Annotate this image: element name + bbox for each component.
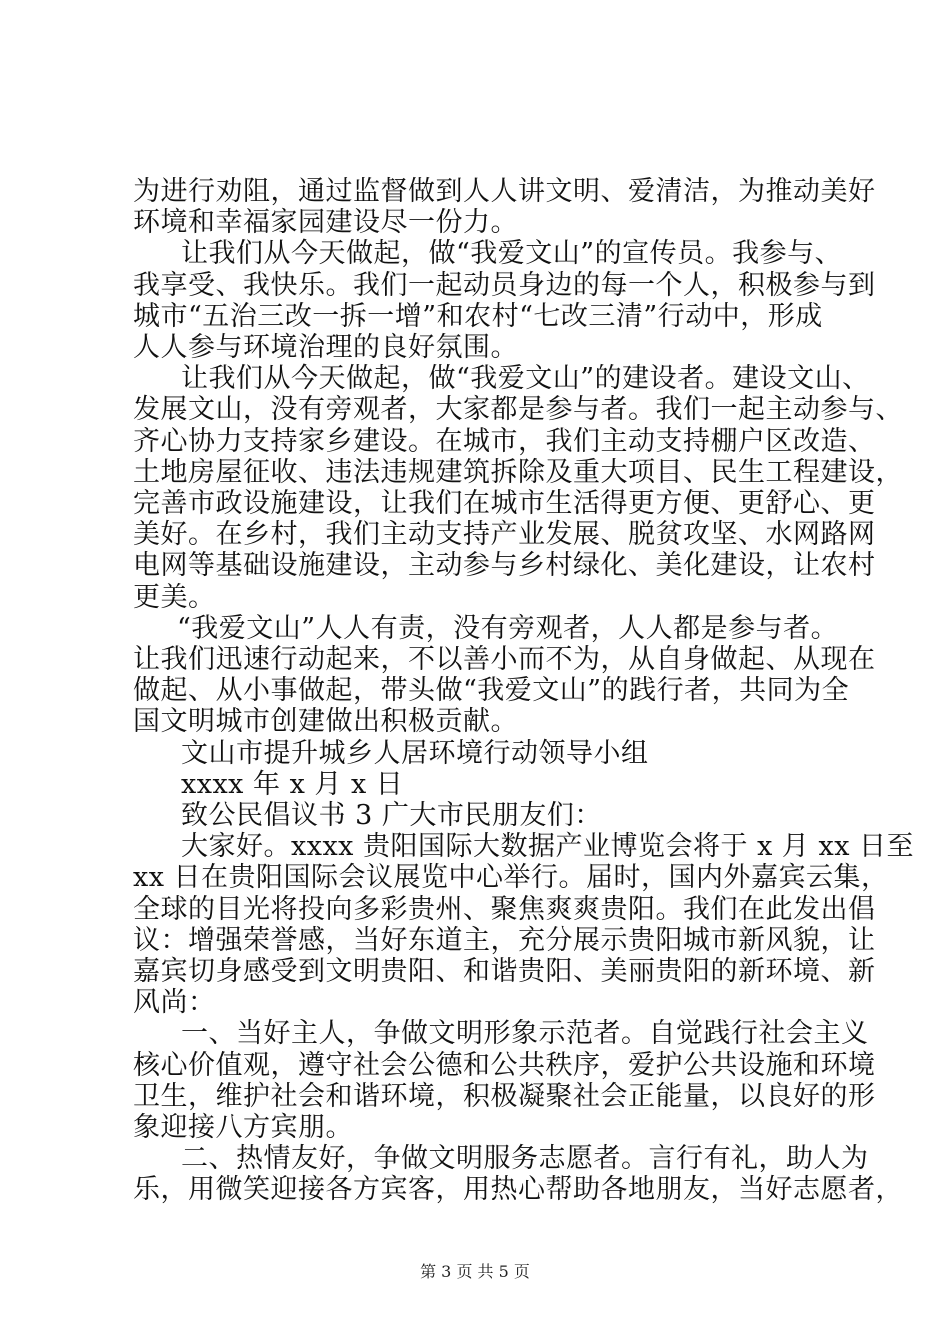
text-line: 我享受、我快乐。我们一起动员身边的每一个人，积极参与到 [133,269,876,301]
text-line: 大家好。xxxx 贵阳国际大数据产业博览会将于 x 月 xx 日至 [181,831,915,863]
text-line: 一、当好主人，争做文明形象示范者。自觉践行社会主义 [181,1018,869,1050]
text-line: 更美。 [133,581,216,613]
text-line: 让我们迅速行动起来，不以善小而不为，从自身做起、从现在 [133,644,876,675]
page-footer: 第 3 页 共 5 页 [420,1262,530,1281]
text-line: 象迎接八方宾朋。 [133,1112,353,1143]
text-line: xx 日在贵阳国际会议展览中心举行。届时，国内外嘉宾云集， [133,862,889,894]
text-line: 城市“五治三改一拆一增”和农村“七改三清”行动中，形成 [133,300,823,332]
text-line: 环境和幸福家园建设尽一份力。 [133,207,518,239]
text-line: 嘉宾切身感受到文明贵阳、和谐贵阳、美丽贵阳的新环境、新 [133,956,876,987]
text-line: 为进行劝阻，通过监督做到人人讲文明、爱清洁，为推动美好 [133,176,876,207]
text-line: 让我们从今天做起，做“我爱文山”的建设者。建设文山、 [181,363,870,395]
text-line: 做起、从小事做起，带头做“我爱文山”的践行者，共同为全 [133,675,850,707]
text-line: 国文明城市创建做出积极贡献。 [133,706,518,738]
text-line: 电网等基础设施建设，主动参与乡村绿化、美化建设，让农村 [133,550,876,582]
text-line: 完善市政设施建设，让我们在城市生活得更方便、更舒心、更 [133,488,876,519]
text-line: 人人参与环境治理的良好氛围。 [133,332,518,363]
text-line: 核心价值观，遵守社会公德和公共秩序，爱护公共设施和环境 [133,1049,876,1081]
signature-organization: 文山市提升城乡人居环境行动领导小组 [181,737,649,769]
text-line: 议：增强荣誉感，当好东道主，充分展示贵阳城市新风貌，让 [133,924,876,956]
section-heading: 致公民倡议书 3 广大市民朋友们： [181,800,602,831]
text-line: 风尚： [133,987,216,1019]
text-line: 让我们从今天做起，做“我爱文山”的宣传员。我参与、 [181,238,843,270]
text-line: “我爱文山”人人有责，没有旁观者，人人都是参与者。 [177,612,839,644]
text-line: 齐心协力支持家乡建设。在城市，我们主动支持棚户区改造、 [133,425,876,457]
text-line: 发展文山，没有旁观者，大家都是参与者。我们一起主动参与、 [133,394,903,426]
text-line: 乐，用微笑迎接各方宾客，用热心帮助各地朋友，当好志愿者， [133,1174,903,1206]
text-line: 美好。在乡村，我们主动支持产业发展、脱贫攻坚、水网路网 [133,519,876,551]
text-line: 卫生，维护社会和谐环境，积极凝聚社会正能量，以良好的形 [133,1080,876,1112]
signature-date: xxxx 年 x 月 x 日 [181,768,404,800]
text-line: 二、热情友好，争做文明服务志愿者。言行有礼，助人为 [181,1143,869,1175]
text-line: 全球的目光将投向多彩贵州、聚焦爽爽贵阳。我们在此发出倡 [133,893,876,925]
text-line: 土地房屋征收、违法违规建筑拆除及重大项目、民生工程建设， [133,456,903,488]
